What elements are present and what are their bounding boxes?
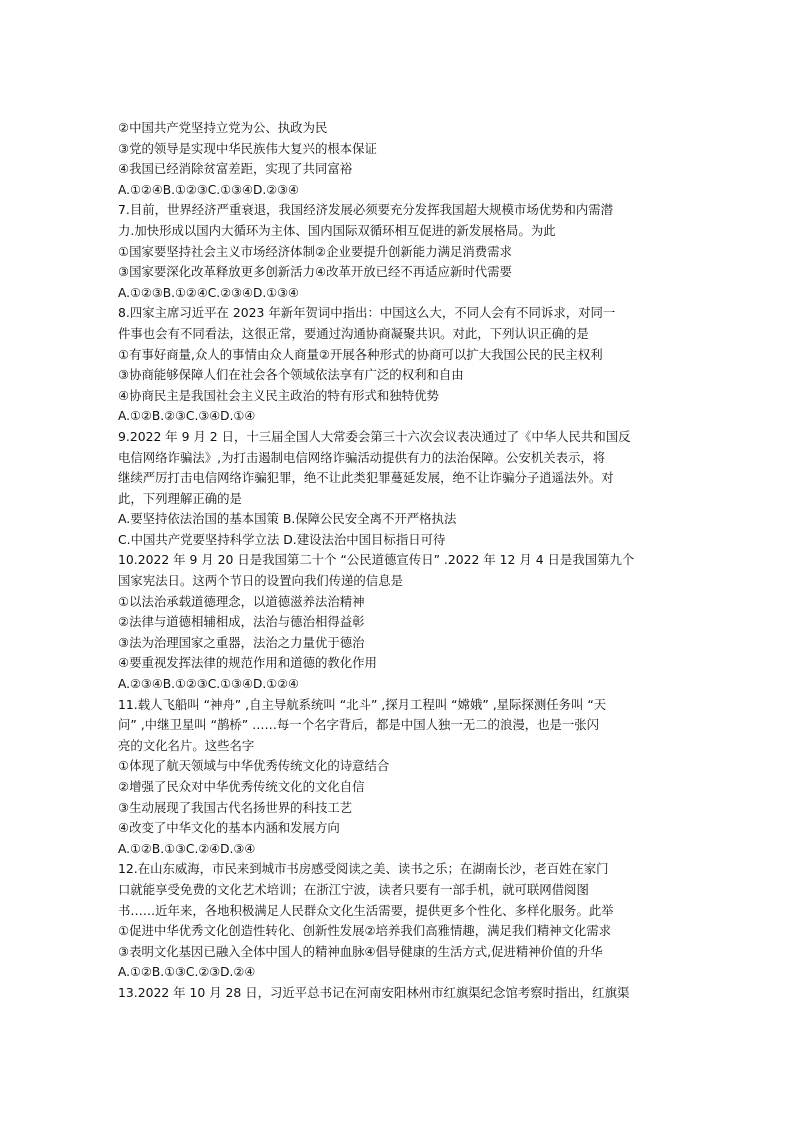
option-line: ③法为治理国家之重器，法治之力量优于德治 bbox=[118, 634, 365, 650]
answer-choices: A.①②B.②③C.③④D.①④ bbox=[118, 409, 256, 424]
option-line: ③表明文化基因已融入全体中国人的精神血脉④倡导健康的生活方式,促进精神价值的升华 bbox=[118, 943, 603, 959]
option-line: ①以法治承载道德理念，以道德滋养法治精神 bbox=[118, 593, 365, 609]
option-line: ③生动展现了我国古代名扬世界的科技工艺 bbox=[118, 799, 353, 815]
option-line: C.中国共产党要坚持科学立法 D.建设法治中国目标指日可待 bbox=[118, 531, 446, 547]
option-line: ④协商民主是我国社会主义民主政治的特有形式和独特优势 bbox=[118, 387, 439, 403]
option-line: ④改变了中华文化的基本内涵和发展方向 bbox=[118, 820, 340, 836]
option-line: ①国家要坚持社会主义市场经济体制②企业要提升创新能力满足消费需求 bbox=[118, 243, 512, 259]
option-line: ③协商能够保障人们在社会各个领域依法享有广泛的权利和自由 bbox=[118, 367, 464, 383]
answer-choices: A.①②④B.①②③C.①③④D.②③④ bbox=[118, 182, 299, 197]
answer-choices: A.①②B.①③C.②③D.②④ bbox=[118, 965, 256, 980]
question-11-text: 问” ,中继卫星叫 “鹊桥” ……每一个名字背后，都是中国人独一无二的浪漫，也是一张闪 bbox=[118, 717, 600, 733]
answer-choices: A.①②③B.①②④C.②③④D.①③④ bbox=[118, 285, 299, 300]
answer-choices: A.①②B.①③C.②④D.③④ bbox=[118, 841, 256, 856]
option-line: ②法律与道德相辅相成，法治与德治相得益彰 bbox=[118, 614, 365, 630]
answer-choices: A.②③④B.①②③C.①③④D.①②④ bbox=[118, 677, 299, 692]
question-12-text: 12.在山东威海，市民来到城市书房感受阅读之美、读书之乐；在湖南长沙，老百姓在家门 bbox=[118, 861, 609, 877]
question-7-text: 7.目前，世界经济严重衰退，我国经济发展必须要充分发挥我国超大规模市场优势和内需潜 bbox=[118, 202, 614, 218]
option-line: ④要重视发挥法律的规范作用和道德的教化作用 bbox=[118, 655, 377, 671]
option-line: ②增强了民众对中华优秀传统文化的文化自信 bbox=[118, 779, 365, 794]
option-line: ②中国共产党坚持立党为公、执政为民 bbox=[118, 120, 328, 135]
option-line: ④我国已经消除贫富差距，实现了共同富裕 bbox=[118, 161, 353, 177]
question-9-text: 继续严厉打击电信网络诈骗犯罪，绝不让此类犯罪蔓延发展，绝不让诈骗分子逍遥法外。对 bbox=[118, 470, 614, 486]
question-9-text: 此，下列理解正确的是 bbox=[118, 490, 242, 506]
exam-page bbox=[118, 118, 678, 1004]
option-line: ①体现了航天领域与中华优秀传统文化的诗意结合 bbox=[118, 758, 390, 774]
question-11-text: 亮的文化名片。这些名字 bbox=[118, 737, 255, 753]
question-8-text: 件事也会有不同看法，这很正常，要通过沟通协商凝聚共识。对此，下列认识正确的是 bbox=[118, 325, 589, 341]
question-11-text: 11.载人飞船叫 “神舟” ,自主导航系统叫 “北斗” ,探月工程叫 “嫦娥” ,星际探测任务叫 “天 bbox=[118, 696, 607, 712]
option-line: ③国家要深化改革释放更多创新活力④改革开放已经不再适应新时代需要 bbox=[118, 264, 512, 280]
question-8-text: 8.四家主席习近平在 2023 年新年贺词中指出：中国这么大，不同人会有不同诉求，对同一 bbox=[118, 305, 616, 321]
question-12-text: 书……近年来，各地积极满足人民群众文化生活需要，提供更多个性化、多样化服务。此举 bbox=[118, 902, 614, 918]
question-7-text: 力.加快形成以国内大循环为主体、国内国际双循环相互促进的新发展格局。为此 bbox=[118, 222, 556, 238]
option-line: ③党的领导是实现中华民族伟大复兴的根本保证 bbox=[118, 140, 377, 156]
option-line: ①有事好商量,众人的事情由众人商量②开展各种形式的协商可以扩大我国公民的民主权利 bbox=[118, 346, 603, 362]
question-13-text: 13.2022 年 10 月 28 日，习近平总书记在河南安阳林州市红旗渠纪念馆考察时指出，红旗渠 bbox=[118, 984, 630, 1000]
question-9-text: 9.2022 年 9 月 2 日，十三届全国人大常委会第三十六次会议表决通过了《中华人民共和国反 bbox=[118, 428, 631, 444]
option-line: A.要坚持依法治国的基本国策 B.保障公民安全离不开严格执法 bbox=[118, 511, 457, 527]
question-9-text: 电信网络诈骗法》,为打击遏制电信网络诈骗活动提供有力的法治保障。公安机关表示，将 bbox=[118, 449, 606, 465]
option-line: ①促进中华优秀文化创造性转化、创新性发展②培养我们高雅情趣，满足我们精神文化需求 bbox=[118, 923, 612, 939]
question-10-text: 国家宪法日。这两个节日的设置向我们传递的信息是 bbox=[118, 573, 403, 589]
question-12-text: 口就能享受免费的文化艺术培训；在浙江宁波，读者只要有一部手机，就可联网借阅图 bbox=[118, 881, 589, 897]
question-10-text: 10.2022 年 9 月 20 日是我国第二十个 “公民道德宣传日” .2022 年 12 月 4 日是我国第九个 bbox=[118, 552, 635, 568]
